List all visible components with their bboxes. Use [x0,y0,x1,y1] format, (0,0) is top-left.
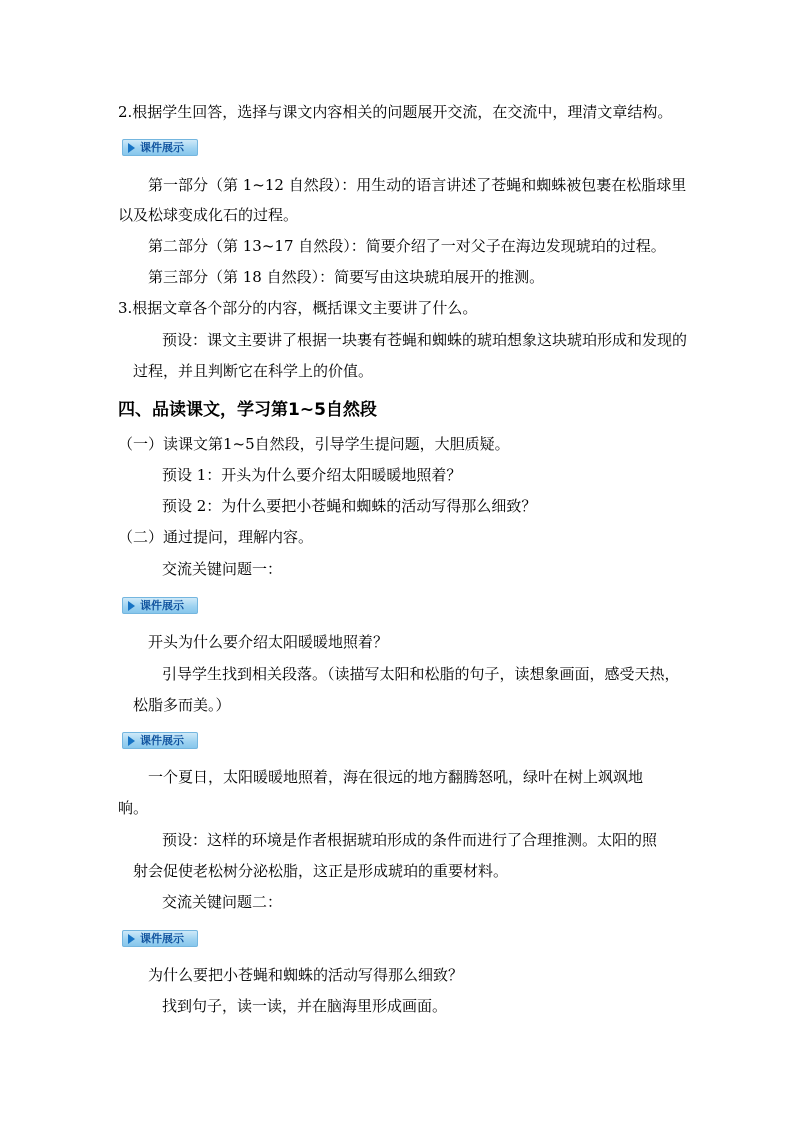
courseware-badge-label: 课件展示 [140,141,184,154]
part-one-line-1: 第一部分（第 1~12 自然段）：用生动的语言讲述了苍蝇和蜘蛛被包裹在松脂球里 [148,176,687,194]
question-details: 为什么要把小苍蝇和蜘蛛的活动写得那么细致？ [148,966,464,984]
courseware-badge-label: 课件展示 [140,599,184,612]
preset-1: 预设 1：开头为什么要介绍太阳暖暖地照着？ [162,466,462,484]
play-arrow-icon [128,601,135,611]
courseware-badge [122,139,198,156]
preset-summary-line-1: 预设：课文主要讲了根据一块裹有苍蝇和蜘蛛的琥珀想象这块琥珀形成和发现的 [162,331,688,349]
subsection-one: （一）读课文第1~5自然段，引导学生提问题，大胆质疑。 [118,435,510,453]
preset-environment-line-1: 预设：这样的环境是作者根据琥珀形成的条件而进行了合理推测。太阳的照 [162,831,658,849]
courseware-badge [122,930,198,947]
play-arrow-icon [128,143,135,153]
part-three: 第三部分（第 18 自然段）：简要写由这块琥珀展开的推测。 [148,268,545,286]
courseware-badge [122,597,198,614]
guide-line-2: 松脂多而美。） [133,696,231,714]
quote-line-1: 一个夏日，太阳暖暖地照着，海在很远的地方翻腾怒吼，绿叶在树上飒飒地 [148,768,644,786]
key-question-one-label: 交流关键问题一： [162,560,283,578]
question-sunshine: 开头为什么要介绍太阳暖暖地照着？ [148,633,389,651]
part-two: 第二部分（第 13~17 自然段）：简要介绍了一对父子在海边发现琥珀的过程。 [148,237,666,255]
guide-line-1: 引导学生找到相关段落。（读描写太阳和松脂的句子，读想象画面，感受天热， [162,665,680,683]
courseware-badge [122,732,198,749]
section-heading-four: 四、品读课文，学习第1~5自然段 [118,400,377,420]
courseware-badge-label: 课件展示 [140,734,184,747]
preset-summary-line-2: 过程，并且判断它在科学上的价值。 [133,362,374,380]
paragraph-step-2: 2.根据学生回答，选择与课文内容相关的问题展开交流，在交流中，理清文章结构。 [118,103,673,121]
find-sentences: 找到句子，读一读，并在脑海里形成画面。 [162,997,448,1015]
subsection-two: （二）通过提问，理解内容。 [118,528,314,546]
preset-environment-line-2: 射会促使老松树分泌松脂，这正是形成琥珀的重要材料。 [133,862,509,880]
play-arrow-icon [128,934,135,944]
key-question-two-label: 交流关键问题二： [162,893,283,911]
play-arrow-icon [128,736,135,746]
quote-line-2: 响。 [118,799,149,817]
preset-2: 预设 2：为什么要把小苍蝇和蜘蛛的活动写得那么细致？ [162,497,537,515]
paragraph-step-3: 3.根据文章各个部分的内容，概括课文主要讲了什么。 [118,299,478,317]
part-one-line-2: 以及松球变成化石的过程。 [118,206,299,224]
courseware-badge-label: 课件展示 [140,932,184,945]
